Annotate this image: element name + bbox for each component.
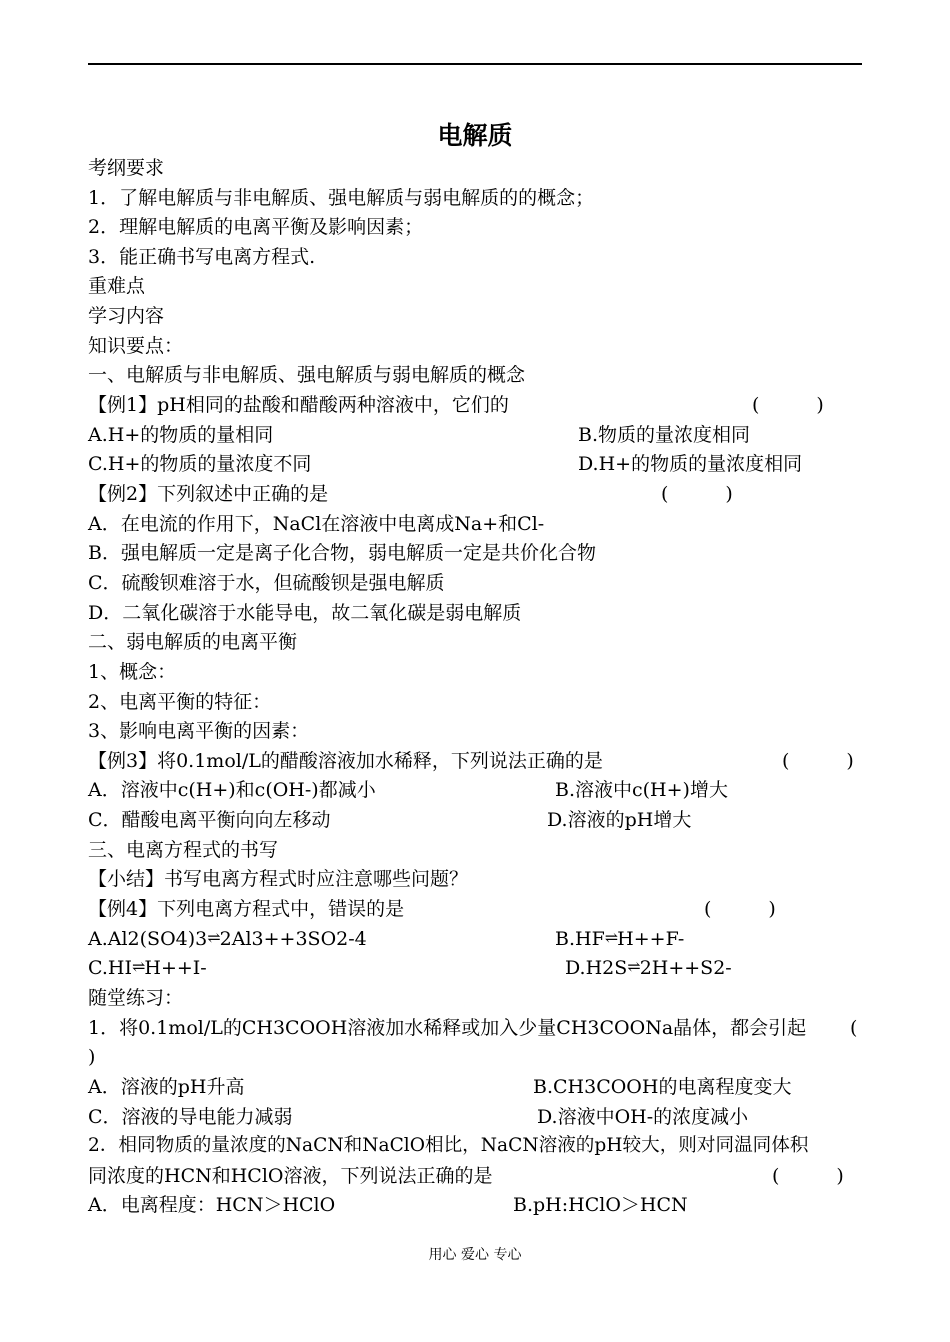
option-a-equation [88, 926, 367, 952]
eq-product: 2H++S2- [639, 957, 732, 979]
option-a: A．溶液的pH升高 [88, 1076, 245, 1098]
option-c: C．溶液的导电能力减弱 [88, 1106, 293, 1128]
answer-paren: ( ) [772, 1165, 844, 1187]
option-d: D.溶液中OH-的浓度减小 [537, 1106, 749, 1128]
answer-paren-close: ) [88, 1046, 96, 1068]
option-b: B.CH3COOH的电离程度变大 [533, 1076, 792, 1098]
option-c: C．硫酸钡难溶于水，但硫酸钡是强电解质 [88, 572, 445, 594]
section-heading: 二、弱电解质的电离平衡 [88, 631, 298, 653]
page-footer: 用心 爱心 专心 [428, 1247, 522, 1263]
section-heading: 学习内容 [88, 305, 165, 327]
option-c: C．醋酸电离平衡向向左移动 [88, 809, 331, 831]
answer-paren-open: ( [850, 1017, 858, 1039]
option-c-equation [88, 955, 207, 981]
option-d: D．二氧化碳溶于水能导电，故二氧化碳是弱电解质 [88, 602, 522, 624]
option-d: D.溶液的pH增大 [547, 809, 692, 831]
eq-product: H++F- [617, 928, 685, 950]
eq-product: 2Al3++3SO2-4 [219, 928, 367, 950]
text-line: 1．了解电解质与非电解质、强电解质与弱电解质的的概念； [88, 187, 595, 209]
text-line: 3．能正确书写电离方程式. [88, 246, 316, 268]
summary-line: 【小结】书写电离方程式时应注意哪些问题？ [88, 868, 469, 890]
answer-paren: ( ) [661, 483, 733, 505]
option-a: A.H+的物质的量相同 [88, 424, 274, 446]
text-line: 3、影响电离平衡的因素： [88, 720, 310, 742]
example-1-question: 【例1】pH相同的盐酸和醋酸两种溶液中，它们的 [88, 394, 509, 416]
example-3-question: 【例3】将0.1mol/L的醋酸溶液加水稀释，下列说法正确的是 [88, 750, 603, 772]
option-b-equation [555, 926, 684, 952]
answer-paren: ( ) [782, 750, 854, 772]
section-heading: 随堂练习： [88, 987, 184, 1009]
example-4-question: 【例4】下列电离方程式中，错误的是 [88, 898, 405, 920]
option-d: D.H+的物质的量浓度相同 [578, 453, 803, 475]
text-line: 2．理解电解质的电离平衡及影响因素； [88, 216, 424, 238]
option-a: A．电离程度：HCN＞HClO [88, 1194, 336, 1216]
text-line: 1、概念： [88, 661, 177, 683]
option-b: B.物质的量浓度相同 [578, 424, 751, 446]
option-a: A．在电流的作用下，NaCl在溶液中电离成Na+和Cl- [88, 513, 545, 535]
option-b: B.pH:HClO＞HCN [513, 1194, 688, 1216]
eq-reactant: C.HI [88, 957, 132, 979]
equilibrium-arrow-icon: ⇌ [604, 928, 618, 947]
page-title: 电解质 [437, 121, 513, 150]
section-heading: 考纲要求 [88, 157, 165, 179]
option-c: C.H+的物质的量浓度不同 [88, 453, 312, 475]
equilibrium-arrow-icon: ⇌ [627, 957, 640, 976]
header-rule [88, 63, 862, 65]
option-b: B.溶液中c(H+)增大 [555, 779, 728, 801]
equilibrium-arrow-icon: ⇌ [207, 928, 220, 947]
option-b: B．强电解质一定是离子化合物，弱电解质一定是共价化合物 [88, 542, 596, 564]
text-line: 2、电离平衡的特征： [88, 691, 272, 713]
eq-product: H++I- [144, 957, 207, 979]
exercise-1-question: 1．将0.1mol/L的CH3COOH溶液加水稀释或加入少量CH3COONa晶体，都会引起 [88, 1017, 807, 1039]
example-2-question: 【例2】下列叙述中正确的是 [88, 483, 329, 505]
answer-paren: ( ) [704, 898, 776, 920]
section-heading: 重难点 [88, 275, 146, 297]
eq-reactant: D.H2S [565, 957, 628, 979]
exercise-2-question: 2．相同物质的量浓度的NaCN和NaClO相比，NaCN溶液的pH较大，则对同温同体积 [88, 1135, 809, 1156]
eq-reactant: B.HF [555, 928, 605, 950]
answer-paren: ( ) [752, 394, 824, 416]
option-a: A．溶液中c(H+)和c(OH-)都减小 [88, 779, 376, 801]
option-d-equation [565, 955, 732, 981]
section-heading: 一、电解质与非电解质、强电解质与弱电解质的概念 [88, 364, 526, 386]
exercise-2-question-cont: 同浓度的HCN和HClO溶液，下列说法正确的是 [88, 1165, 493, 1187]
section-heading: 知识要点： [88, 335, 184, 357]
equilibrium-arrow-icon: ⇌ [131, 957, 145, 976]
eq-reactant: A.Al2(SO4)3 [88, 928, 208, 950]
section-heading: 三、电离方程式的书写 [88, 839, 279, 861]
